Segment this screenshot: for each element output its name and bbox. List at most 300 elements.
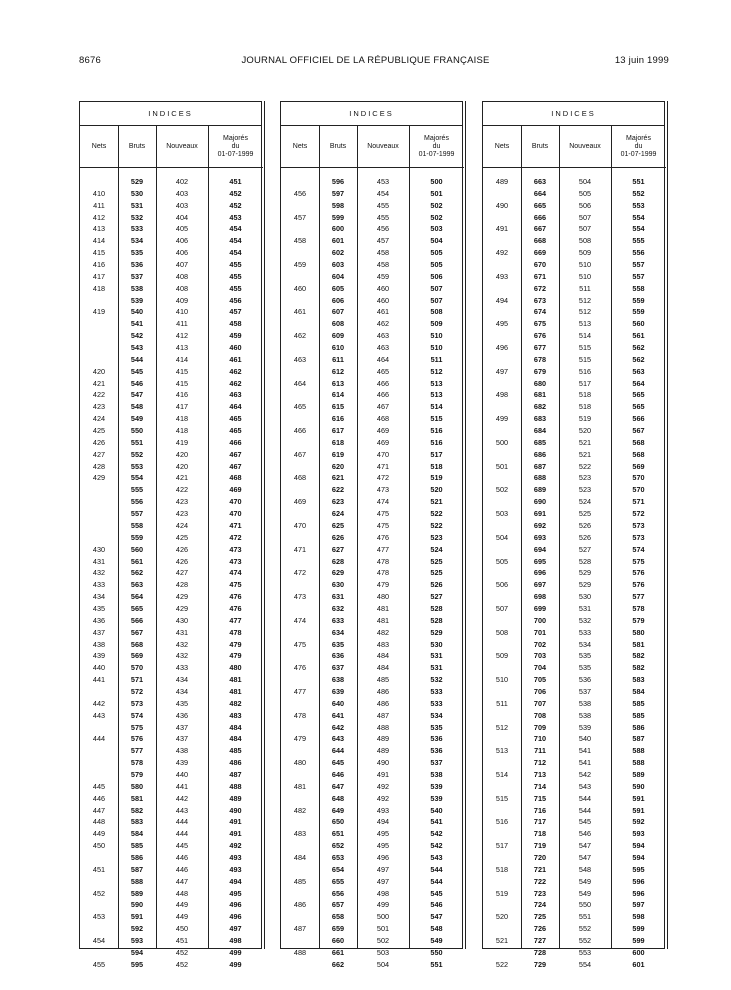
majores-cell: 549 bbox=[430, 936, 443, 945]
nouveaux-cell: 490 bbox=[376, 758, 390, 768]
majores-cell: 457 bbox=[229, 307, 242, 317]
table-row bbox=[281, 223, 462, 235]
table-row bbox=[281, 295, 462, 307]
bruts-cell: 689 bbox=[533, 485, 547, 495]
table-row bbox=[80, 567, 261, 579]
table-row bbox=[281, 947, 462, 959]
bruts-cell: 658 bbox=[331, 912, 345, 922]
table-row bbox=[281, 733, 462, 745]
majores-cell: 554 bbox=[632, 212, 645, 222]
bruts-cell: 726 bbox=[533, 924, 547, 934]
majores-cell: 533 bbox=[430, 698, 443, 708]
nets-cell: 488 bbox=[293, 947, 307, 957]
bruts-cell: 671 bbox=[533, 271, 547, 281]
bruts-cell: 725 bbox=[533, 912, 547, 922]
column-header-majores bbox=[409, 126, 464, 168]
nouveaux-cell: 429 bbox=[175, 603, 189, 613]
majores-cell: 481 bbox=[229, 675, 242, 685]
table-row bbox=[483, 733, 664, 745]
nouveaux-cell: 412 bbox=[175, 331, 189, 341]
nouveaux-cell: 446 bbox=[175, 864, 189, 874]
majores-cell: 551 bbox=[430, 959, 443, 969]
bruts-cell: 727 bbox=[533, 936, 547, 945]
bruts-cell: 529 bbox=[130, 177, 144, 186]
majores-cell: 570 bbox=[632, 473, 645, 483]
majores-cell: 466 bbox=[229, 437, 242, 447]
nouveaux-cell: 553 bbox=[578, 947, 592, 957]
nouveaux-cell: 538 bbox=[578, 710, 592, 720]
table-row bbox=[483, 318, 664, 330]
majores-cell: 517 bbox=[430, 449, 443, 459]
majores-cell: 510 bbox=[430, 331, 443, 341]
table-row bbox=[281, 603, 462, 615]
table-row bbox=[483, 781, 664, 793]
nets-cell: 489 bbox=[495, 177, 509, 186]
column-header-nouveaux: Nouveaux bbox=[559, 126, 611, 168]
table-row bbox=[80, 840, 261, 852]
bruts-cell: 669 bbox=[533, 248, 547, 258]
majores-cell: 516 bbox=[430, 426, 443, 436]
nets-cell: 502 bbox=[495, 485, 509, 495]
nouveaux-cell: 497 bbox=[376, 864, 390, 874]
table-row bbox=[483, 200, 664, 212]
majores-cell: 472 bbox=[229, 532, 242, 542]
bruts-cell: 592 bbox=[130, 924, 144, 934]
nouveaux-cell: 486 bbox=[376, 686, 390, 696]
nouveaux-cell: 537 bbox=[578, 686, 592, 696]
nets-cell: 492 bbox=[495, 248, 509, 258]
column-header-nets: Nets bbox=[281, 126, 319, 168]
nets-cell: 508 bbox=[495, 627, 509, 637]
nets-cell: 510 bbox=[495, 675, 509, 685]
table-row bbox=[483, 947, 664, 959]
nouveaux-cell: 405 bbox=[175, 224, 189, 234]
nouveaux-cell: 549 bbox=[578, 876, 592, 886]
table-row bbox=[281, 935, 462, 947]
nouveaux-cell: 407 bbox=[175, 260, 189, 270]
majores-cell: 559 bbox=[632, 307, 645, 317]
nets-cell: 487 bbox=[293, 924, 307, 934]
nouveaux-cell: 512 bbox=[578, 307, 592, 317]
table-row bbox=[483, 650, 664, 662]
table-row bbox=[80, 745, 261, 757]
table-row bbox=[80, 662, 261, 674]
bruts-cell: 560 bbox=[130, 544, 144, 554]
bruts-cell: 610 bbox=[331, 343, 345, 353]
nouveaux-cell: 484 bbox=[376, 651, 390, 661]
table-row bbox=[483, 710, 664, 722]
nouveaux-cell: 458 bbox=[376, 260, 390, 270]
table-row bbox=[281, 413, 462, 425]
column-header-line: du bbox=[432, 142, 441, 150]
majores-cell: 557 bbox=[632, 260, 645, 270]
bruts-cell: 663 bbox=[533, 177, 547, 186]
majores-cell: 483 bbox=[229, 710, 242, 720]
nouveaux-cell: 432 bbox=[175, 651, 189, 661]
nouveaux-cell: 507 bbox=[578, 224, 592, 234]
table-row bbox=[483, 959, 664, 971]
table-row bbox=[80, 864, 261, 876]
bruts-cell: 640 bbox=[331, 698, 345, 708]
nouveaux-cell: 512 bbox=[578, 295, 592, 305]
majores-cell: 478 bbox=[229, 627, 242, 637]
bruts-cell: 686 bbox=[533, 449, 547, 459]
nouveaux-cell: 421 bbox=[175, 473, 189, 483]
majores-cell: 565 bbox=[632, 390, 645, 400]
majores-cell: 504 bbox=[430, 236, 443, 246]
nets-cell: 439 bbox=[92, 651, 106, 661]
majores-cell: 476 bbox=[229, 592, 242, 602]
table-row bbox=[80, 366, 261, 378]
nouveaux-cell: 552 bbox=[578, 924, 592, 934]
bruts-cell: 572 bbox=[130, 686, 144, 696]
table-row bbox=[80, 378, 261, 390]
nouveaux-cell: 418 bbox=[175, 414, 189, 424]
bruts-cell: 696 bbox=[533, 568, 547, 578]
nouveaux-cell: 487 bbox=[376, 710, 390, 720]
nets-cell: 519 bbox=[495, 888, 509, 898]
nets-cell: 457 bbox=[293, 212, 307, 222]
bruts-cell: 603 bbox=[331, 260, 345, 270]
table-row bbox=[281, 520, 462, 532]
nouveaux-cell: 466 bbox=[376, 378, 390, 388]
table-row bbox=[80, 698, 261, 710]
nets-cell: 470 bbox=[293, 520, 307, 530]
table-row bbox=[80, 911, 261, 923]
column-header-line: Majorés bbox=[626, 134, 651, 142]
nouveaux-cell: 546 bbox=[578, 829, 592, 839]
nets-cell: 509 bbox=[495, 651, 509, 661]
majores-cell: 524 bbox=[430, 544, 443, 554]
nouveaux-cell: 503 bbox=[376, 947, 390, 957]
majores-cell: 456 bbox=[229, 295, 242, 305]
table-row bbox=[281, 366, 462, 378]
table-double-rule bbox=[264, 101, 267, 949]
nouveaux-cell: 492 bbox=[376, 793, 390, 803]
table-row bbox=[281, 544, 462, 556]
table-row bbox=[483, 852, 664, 864]
bruts-cell: 578 bbox=[130, 758, 144, 768]
nets-cell: 504 bbox=[495, 532, 509, 542]
table-row bbox=[281, 401, 462, 413]
table-row bbox=[281, 425, 462, 437]
nouveaux-cell: 449 bbox=[175, 912, 189, 922]
bruts-cell: 644 bbox=[331, 746, 345, 756]
nets-cell: 441 bbox=[92, 675, 106, 685]
table-row bbox=[483, 828, 664, 840]
majores-cell: 477 bbox=[229, 615, 242, 625]
table-row bbox=[80, 472, 261, 484]
nouveaux-cell: 531 bbox=[578, 603, 592, 613]
majores-cell: 528 bbox=[430, 615, 443, 625]
table-row bbox=[80, 449, 261, 461]
majores-cell: 576 bbox=[632, 580, 645, 590]
table-row bbox=[80, 959, 261, 971]
table-row bbox=[80, 247, 261, 259]
nouveaux-cell: 419 bbox=[175, 437, 189, 447]
bruts-cell: 641 bbox=[331, 710, 345, 720]
nouveaux-cell: 440 bbox=[175, 769, 189, 779]
nouveaux-cell: 495 bbox=[376, 841, 390, 851]
table-row bbox=[483, 923, 664, 935]
nets-cell: 490 bbox=[495, 200, 509, 210]
majores-cell: 462 bbox=[229, 378, 242, 388]
majores-cell: 583 bbox=[632, 675, 645, 685]
nets-cell: 476 bbox=[293, 663, 307, 673]
bruts-cell: 566 bbox=[130, 615, 144, 625]
nouveaux-cell: 404 bbox=[175, 212, 189, 222]
majores-cell: 591 bbox=[632, 793, 645, 803]
majores-cell: 558 bbox=[632, 283, 645, 293]
majores-cell: 502 bbox=[430, 200, 443, 210]
nouveaux-cell: 448 bbox=[175, 888, 189, 898]
bruts-cell: 565 bbox=[130, 603, 144, 613]
nouveaux-cell: 408 bbox=[175, 271, 189, 281]
table-row bbox=[483, 556, 664, 568]
majores-cell: 454 bbox=[229, 236, 242, 246]
bruts-cell: 626 bbox=[331, 532, 345, 542]
majores-cell: 471 bbox=[229, 520, 242, 530]
nouveaux-cell: 459 bbox=[376, 271, 390, 281]
bruts-cell: 646 bbox=[331, 769, 345, 779]
table-row bbox=[483, 745, 664, 757]
table-row bbox=[281, 816, 462, 828]
majores-cell: 454 bbox=[229, 224, 242, 234]
majores-cell: 566 bbox=[632, 414, 645, 424]
table-row bbox=[483, 591, 664, 603]
table-row bbox=[80, 769, 261, 781]
majores-cell: 499 bbox=[229, 959, 242, 969]
nouveaux-cell: 458 bbox=[376, 248, 390, 258]
nets-cell: 429 bbox=[92, 473, 106, 483]
table-row bbox=[483, 532, 664, 544]
table-row bbox=[281, 176, 462, 188]
nouveaux-cell: 414 bbox=[175, 354, 189, 364]
bruts-cell: 681 bbox=[533, 390, 547, 400]
nouveaux-cell: 545 bbox=[578, 817, 592, 827]
nouveaux-cell: 429 bbox=[175, 592, 189, 602]
majores-cell: 507 bbox=[430, 283, 443, 293]
table-row bbox=[483, 259, 664, 271]
bruts-cell: 633 bbox=[331, 615, 345, 625]
majores-cell: 581 bbox=[632, 639, 645, 649]
table-row bbox=[483, 603, 664, 615]
majores-cell: 470 bbox=[229, 509, 242, 519]
bruts-cell: 723 bbox=[533, 888, 547, 898]
table-row bbox=[281, 639, 462, 651]
majores-cell: 451 bbox=[229, 177, 242, 186]
majores-cell: 578 bbox=[632, 603, 645, 613]
nouveaux-cell: 418 bbox=[175, 426, 189, 436]
nets-cell: 417 bbox=[92, 271, 106, 281]
bruts-cell: 691 bbox=[533, 509, 547, 519]
majores-cell: 515 bbox=[430, 414, 443, 424]
table-row bbox=[80, 318, 261, 330]
nouveaux-cell: 475 bbox=[376, 520, 390, 530]
nouveaux-cell: 437 bbox=[175, 722, 189, 732]
nets-cell: 416 bbox=[92, 260, 106, 270]
majores-cell: 528 bbox=[430, 603, 443, 613]
majores-cell: 545 bbox=[430, 888, 443, 898]
bruts-cell: 596 bbox=[331, 177, 345, 186]
table-row bbox=[80, 828, 261, 840]
bruts-cell: 699 bbox=[533, 603, 547, 613]
majores-cell: 521 bbox=[430, 497, 443, 507]
nets-cell: 463 bbox=[293, 354, 307, 364]
table-row bbox=[483, 793, 664, 805]
majores-cell: 546 bbox=[430, 900, 443, 910]
nets-cell: 427 bbox=[92, 449, 106, 459]
table-row bbox=[483, 639, 664, 651]
nouveaux-cell: 498 bbox=[376, 888, 390, 898]
nouveaux-cell: 457 bbox=[376, 236, 390, 246]
majores-cell: 473 bbox=[229, 556, 242, 566]
majores-cell: 541 bbox=[430, 817, 443, 827]
table-row bbox=[80, 722, 261, 734]
table-row bbox=[483, 223, 664, 235]
nets-cell: 516 bbox=[495, 817, 509, 827]
nets-cell: 500 bbox=[495, 437, 509, 447]
bruts-cell: 570 bbox=[130, 663, 144, 673]
bruts-cell: 650 bbox=[331, 817, 345, 827]
majores-cell: 479 bbox=[229, 639, 242, 649]
bruts-cell: 682 bbox=[533, 402, 547, 412]
bruts-cell: 659 bbox=[331, 924, 345, 934]
nets-cell: 411 bbox=[93, 200, 105, 210]
nets-cell: 506 bbox=[495, 580, 509, 590]
majores-cell: 590 bbox=[632, 781, 645, 791]
nets-cell: 451 bbox=[92, 864, 106, 874]
majores-cell: 475 bbox=[229, 580, 242, 590]
nouveaux-cell: 427 bbox=[175, 568, 189, 578]
bruts-cell: 662 bbox=[331, 959, 345, 969]
bruts-cell: 561 bbox=[130, 556, 144, 566]
table-row bbox=[281, 769, 462, 781]
bruts-cell: 707 bbox=[533, 698, 547, 708]
nets-cell: 522 bbox=[495, 959, 509, 969]
table-row bbox=[80, 532, 261, 544]
nets-cell: 462 bbox=[293, 331, 307, 341]
majores-cell: 465 bbox=[229, 426, 242, 436]
nouveaux-cell: 533 bbox=[578, 627, 592, 637]
bruts-cell: 665 bbox=[533, 200, 547, 210]
majores-cell: 588 bbox=[632, 746, 645, 756]
table-row bbox=[281, 923, 462, 935]
nouveaux-cell: 451 bbox=[175, 936, 189, 945]
majores-cell: 529 bbox=[430, 627, 443, 637]
nouveaux-cell: 547 bbox=[578, 852, 592, 862]
majores-cell: 597 bbox=[632, 900, 645, 910]
bruts-cell: 591 bbox=[130, 912, 144, 922]
nets-cell: 428 bbox=[92, 461, 106, 471]
nets-cell: 469 bbox=[293, 497, 307, 507]
nets-cell: 514 bbox=[495, 769, 509, 779]
majores-cell: 534 bbox=[430, 710, 443, 720]
nets-cell: 521 bbox=[495, 936, 509, 945]
nouveaux-cell: 432 bbox=[175, 639, 189, 649]
bruts-cell: 680 bbox=[533, 378, 547, 388]
nouveaux-cell: 423 bbox=[175, 497, 189, 507]
table-row bbox=[281, 852, 462, 864]
nets-cell: 501 bbox=[495, 461, 509, 471]
table-row bbox=[483, 449, 664, 461]
column-header-line: 01-07-1999 bbox=[217, 150, 254, 158]
majores-cell: 498 bbox=[229, 936, 242, 945]
nets-cell: 491 bbox=[495, 224, 509, 234]
bruts-cell: 586 bbox=[130, 852, 144, 862]
bruts-cell: 581 bbox=[130, 793, 144, 803]
majores-cell: 462 bbox=[229, 366, 242, 376]
table-row bbox=[483, 698, 664, 710]
nouveaux-cell: 469 bbox=[376, 437, 390, 447]
nouveaux-cell: 409 bbox=[175, 295, 189, 305]
nouveaux-cell: 550 bbox=[578, 900, 592, 910]
nets-cell: 436 bbox=[92, 615, 106, 625]
nouveaux-cell: 552 bbox=[578, 936, 592, 945]
indices-table bbox=[482, 101, 665, 969]
table-row bbox=[80, 793, 261, 805]
majores-cell: 585 bbox=[632, 710, 645, 720]
majores-cell: 582 bbox=[632, 651, 645, 661]
nouveaux-cell: 428 bbox=[175, 580, 189, 590]
majores-cell: 503 bbox=[430, 224, 443, 234]
nouveaux-cell: 551 bbox=[578, 912, 592, 922]
nouveaux-cell: 413 bbox=[175, 343, 189, 353]
bruts-cell: 571 bbox=[130, 675, 144, 685]
nouveaux-cell: 507 bbox=[578, 212, 592, 222]
table-row bbox=[281, 781, 462, 793]
nouveaux-cell: 420 bbox=[175, 461, 189, 471]
nouveaux-cell: 499 bbox=[376, 900, 390, 910]
nets-cell: 499 bbox=[495, 414, 509, 424]
majores-cell: 536 bbox=[430, 734, 443, 744]
table-row bbox=[281, 591, 462, 603]
bruts-cell: 544 bbox=[130, 354, 144, 364]
bruts-cell: 584 bbox=[130, 829, 144, 839]
table-row bbox=[281, 840, 462, 852]
nets-cell: 472 bbox=[293, 568, 307, 578]
nets-cell: 450 bbox=[92, 841, 106, 851]
bruts-cell: 670 bbox=[533, 260, 547, 270]
table-row bbox=[281, 306, 462, 318]
column-header-line: 01-07-1999 bbox=[418, 150, 455, 158]
bruts-cell: 694 bbox=[533, 544, 547, 554]
bruts-cell: 636 bbox=[331, 651, 345, 661]
table-row bbox=[281, 342, 462, 354]
table-row bbox=[483, 461, 664, 473]
nouveaux-cell: 523 bbox=[578, 485, 592, 495]
bruts-cell: 628 bbox=[331, 556, 345, 566]
nouveaux-cell: 518 bbox=[578, 402, 592, 412]
nets-cell: 481 bbox=[293, 781, 307, 791]
nouveaux-cell: 462 bbox=[376, 319, 390, 329]
nets-cell: 498 bbox=[495, 390, 509, 400]
nets-cell: 520 bbox=[495, 912, 509, 922]
nets-cell: 467 bbox=[293, 449, 307, 459]
nets-cell: 434 bbox=[92, 592, 106, 602]
nouveaux-cell: 441 bbox=[175, 781, 189, 791]
column-header-line: 01-07-1999 bbox=[620, 150, 657, 158]
table-row bbox=[483, 413, 664, 425]
nouveaux-cell: 463 bbox=[376, 343, 390, 353]
bruts-cell: 673 bbox=[533, 295, 547, 305]
nouveaux-cell: 554 bbox=[578, 959, 592, 969]
majores-cell: 522 bbox=[430, 520, 443, 530]
nouveaux-cell: 493 bbox=[376, 805, 390, 815]
majores-cell: 553 bbox=[632, 200, 645, 210]
majores-cell: 538 bbox=[430, 769, 443, 779]
majores-cell: 574 bbox=[632, 544, 645, 554]
